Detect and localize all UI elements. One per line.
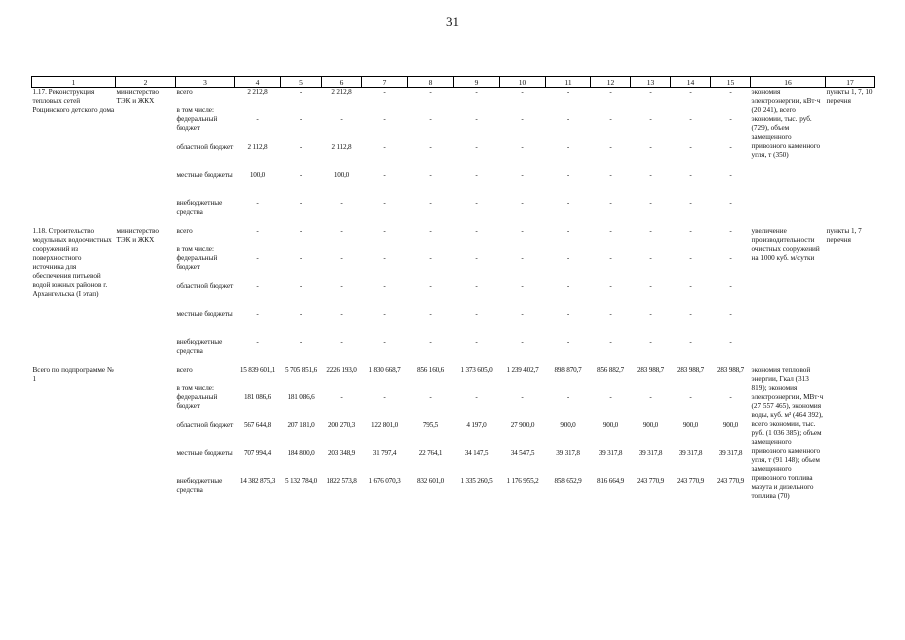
header-row [32,77,875,88]
value-cell: 283 988,7 [677,366,704,374]
value-cell: 1 239 402,7 [506,366,539,374]
value-cell: - [729,338,732,346]
value-cell: - [649,115,652,123]
value-cell: 1 676 070,3 [368,477,401,485]
value-cell: 816 664,9 [597,477,624,485]
value-cell: - [566,88,570,96]
value-cell: - [299,143,303,151]
funding-source: внебюджетные средства [176,199,223,216]
column-header: 10 [500,77,546,88]
table-row [32,227,875,245]
value-cell: - [340,393,343,401]
value-cell [546,384,591,393]
value-cell: - [689,254,692,262]
value-cell: - [475,282,478,290]
column-header: 7 [362,77,408,88]
value-cell: - [649,310,652,318]
value-cell: 181 086,6 [244,393,271,401]
value-cell: - [429,338,432,346]
value-cell: - [521,282,524,290]
value-cell [408,384,454,393]
value-cell: 4 197,0 [466,421,487,429]
value-cell: - [609,143,612,151]
column-header: 16 [751,77,826,88]
table-row [32,88,875,107]
value-cell: 100,0 [249,171,266,179]
value-cell [454,384,500,393]
value-cell: - [256,115,259,123]
value-cell [362,245,408,254]
value-cell: 181 086,6 [287,393,315,401]
value-cell: 2 112,8 [331,143,352,151]
value-cell: - [729,199,732,207]
value-cell [591,384,631,393]
value-cell: 122 801,0 [371,421,398,429]
value-cell: 27 900,0 [510,421,535,429]
funding-source: областной бюджет [176,143,234,151]
value-cell: - [609,338,612,346]
value-cell [281,106,322,115]
value-cell: - [566,115,570,123]
funding-source: всего [176,88,193,96]
value-cell: - [521,254,524,262]
value-cell: 34 147,5 [464,449,489,457]
value-cell: - [383,171,386,179]
value-cell: - [299,254,303,262]
value-cell: - [429,171,432,179]
value-cell: - [521,338,524,346]
value-cell [322,106,362,115]
value-cell [500,106,546,115]
column-header: 5 [281,77,322,88]
value-cell: 2 112,8 [247,143,268,151]
value-cell: - [689,227,692,235]
value-cell: - [383,88,386,96]
value-cell: - [521,171,524,179]
activity-name: Всего по подпрограмме № 1 [32,366,114,383]
value-cell: - [689,393,692,401]
value-cell: - [566,171,570,179]
value-cell: 39 317,8 [678,449,703,457]
value-cell: - [729,310,732,318]
value-cell: - [566,393,570,401]
value-cell: 243 770,9 [637,477,664,485]
value-cell: 203 348,9 [328,449,355,457]
value-cell: 243 770,9 [677,477,704,485]
value-cell: - [649,171,652,179]
funding-source: в том числе: [176,106,214,114]
value-cell: 100,0 [333,171,350,179]
value-cell [546,106,591,115]
value-cell [322,384,362,393]
value-cell: - [299,199,303,207]
points-cell [826,366,875,505]
value-cell: - [649,393,652,401]
value-cell: 898 870,7 [554,366,582,374]
value-cell: - [429,115,432,123]
value-cell: - [299,310,303,318]
funding-source: областной бюджет [176,421,234,429]
value-cell: 900,0 [642,421,659,429]
column-header: 12 [591,77,631,88]
value-cell: - [649,143,652,151]
value-cell: 39 317,8 [638,449,663,457]
value-cell: - [566,282,570,290]
value-cell [711,384,751,393]
value-cell: - [566,254,570,262]
value-cell: - [649,254,652,262]
activity-name: 1.17. Реконструкция тепловых сетей Рощинского детского дома [32,88,115,114]
value-cell: - [475,338,478,346]
value-cell: - [609,227,612,235]
value-cell: 1 830 668,7 [368,366,401,374]
value-cell: - [609,199,612,207]
value-cell: 856 882,7 [597,366,624,374]
value-cell [631,245,671,254]
value-cell: - [609,88,612,96]
value-cell: - [729,88,732,96]
value-cell: - [383,143,386,151]
value-cell: - [475,143,478,151]
value-cell [454,245,500,254]
value-cell: 567 644,8 [244,421,271,429]
value-cell: - [649,199,652,207]
value-cell: - [609,171,612,179]
value-cell [281,384,322,393]
activity-name: 1.18. Строительство модульных водоочистных сооружений из поверхностного источника для обеспечения питьевой водой южных районов г. Архангельска (I этап) [32,227,112,298]
value-cell: 2 212,8 [331,88,352,96]
value-cell: - [649,88,652,96]
value-cell: - [521,393,524,401]
value-cell: - [609,115,612,123]
value-cell: 31 797,4 [372,449,397,457]
value-cell [711,245,751,254]
table-row [32,366,875,384]
value-cell [671,106,711,115]
value-cell: 2226 193,0 [326,366,357,374]
value-cell: 856 160,6 [417,366,444,374]
value-cell: 1 176 955,2 [506,477,539,485]
value-cell: 900,0 [722,421,739,429]
column-header: 8 [408,77,454,88]
value-cell: - [383,338,386,346]
value-cell: 283 988,7 [717,366,744,374]
result-cell: увеличение производительности очистных сооружений на 1000 куб. м/сутки [751,227,820,262]
value-cell: - [340,338,343,346]
funding-source: всего [176,227,193,235]
value-cell: - [429,143,432,151]
value-cell: - [383,254,386,262]
value-cell: - [566,310,570,318]
value-cell: - [566,199,570,207]
value-cell: - [383,227,386,235]
value-cell [362,106,408,115]
value-cell: - [299,282,303,290]
value-cell: - [256,227,259,235]
funding-source: в том числе: [176,384,214,392]
column-header: 9 [454,77,500,88]
program-table [31,76,875,505]
executor-cell: министерство ТЭК и ЖКХ [116,227,159,244]
value-cell: - [383,115,386,123]
value-cell: - [299,88,303,96]
value-cell: - [429,393,432,401]
value-cell: 39 317,8 [598,449,623,457]
value-cell: - [256,282,259,290]
value-cell: 2 212,8 [247,88,268,96]
value-cell: - [299,115,303,123]
value-cell: - [475,393,478,401]
value-cell: - [429,282,432,290]
value-cell: 39 317,8 [556,449,580,457]
value-cell: 15 839 601,1 [239,366,276,374]
value-cell: 1822 573,8 [326,477,357,485]
funding-source: всего [176,366,193,374]
value-cell [408,245,454,254]
value-cell: - [729,115,732,123]
value-cell: - [521,88,524,96]
value-cell: - [689,310,692,318]
value-cell: - [729,143,732,151]
value-cell: - [521,199,524,207]
result-cell: экономия электроэнергии, кВт·ч (20 241), всего экономии, тыс. руб. (729), объем замещенного привозного каменного угля, т (350) [751,88,821,159]
value-cell: 1 373 605,0 [460,366,493,374]
value-cell [671,384,711,393]
value-cell: - [383,310,386,318]
value-cell: - [649,227,652,235]
value-cell: - [429,310,432,318]
value-cell: - [689,88,692,96]
value-cell: - [256,310,259,318]
value-cell: - [340,199,343,207]
value-cell: 900,0 [682,421,699,429]
value-cell: - [256,338,259,346]
value-cell [591,245,631,254]
value-cell [500,384,546,393]
value-cell [362,384,408,393]
funding-source: местные бюджеты [176,310,233,318]
funding-source: местные бюджеты [176,171,233,179]
value-cell: 1 335 260,5 [460,477,493,485]
value-cell: - [521,115,524,123]
value-cell [235,245,281,254]
value-cell: - [649,338,652,346]
result-cell: экономия тепловой энергии, Гкал (313 819); экономия электроэнергии, МВт·ч (27 557 465), экономия воды, куб. м³ (464 392), всего экономии, тыс. руб. (1 036 385); объем замещенного привозного каменного угля, т (91 148); объем замещенного привозного топлива мазута и дизельного топлива (70) [751,366,824,500]
value-cell [454,106,500,115]
value-cell: - [729,171,732,179]
column-header: 1 [32,77,116,88]
column-header: 4 [235,77,281,88]
value-cell: - [429,88,432,96]
value-cell: - [609,254,612,262]
value-cell: 832 601,0 [417,477,444,485]
value-cell [322,245,362,254]
value-cell: - [340,310,343,318]
value-cell: - [475,199,478,207]
value-cell: - [475,310,478,318]
value-cell: - [299,171,303,179]
value-cell: - [566,227,570,235]
funding-source: местные бюджеты [176,449,233,457]
executor-cell [116,366,176,505]
funding-source: федеральный бюджет [176,254,218,271]
value-cell: - [689,338,692,346]
funding-source: областной бюджет [176,282,234,290]
value-cell: - [729,282,732,290]
value-cell: - [429,199,432,207]
value-cell: - [383,393,386,401]
value-cell: 795,5 [422,421,439,429]
funding-source: внебюджетные средства [176,477,223,494]
value-cell [500,245,546,254]
value-cell: - [521,310,524,318]
value-cell: - [340,115,343,123]
value-cell: - [729,227,732,235]
value-cell: 5 132 784,0 [285,477,317,485]
funding-source: внебюджетные средства [176,338,223,355]
value-cell: - [429,227,432,235]
value-cell: - [689,143,692,151]
value-cell: - [566,338,570,346]
value-cell: - [299,227,303,235]
value-cell: - [689,115,692,123]
value-cell [631,384,671,393]
value-cell: 207 181,0 [287,421,315,429]
funding-source: в том числе: [176,245,214,253]
column-header: 15 [711,77,751,88]
value-cell: 858 652,9 [554,477,582,485]
value-cell: - [649,282,652,290]
value-cell: - [340,254,343,262]
value-cell [631,106,671,115]
value-cell: - [383,282,386,290]
value-cell: - [689,282,692,290]
value-cell [408,106,454,115]
value-cell [711,106,751,115]
value-cell [591,106,631,115]
value-cell: - [609,310,612,318]
funding-source: федеральный бюджет [176,393,218,410]
value-cell: - [475,254,478,262]
value-cell: 243 770,9 [717,477,744,485]
points-cell: пункты 1, 7, 10 перечня [826,88,873,105]
value-cell: 707 994,4 [244,449,271,457]
column-header: 3 [176,77,235,88]
value-cell: - [256,254,259,262]
value-cell: - [475,88,478,96]
funding-source: федеральный бюджет [176,115,218,132]
value-cell: - [566,143,570,151]
value-cell: 22 764,1 [418,449,443,457]
value-cell: 5 705 851,6 [285,366,317,374]
value-cell: 39 317,8 [718,449,743,457]
value-cell: - [609,282,612,290]
page-number: 31 [446,14,459,29]
value-cell: 184 800,0 [287,449,315,457]
value-cell [671,245,711,254]
value-cell: - [299,338,303,346]
column-header: 17 [826,77,875,88]
value-cell: 900,0 [602,421,619,429]
value-cell: 14 382 875,3 [239,477,276,485]
value-cell: 34 547,5 [510,449,535,457]
value-cell: - [521,227,524,235]
value-cell: - [340,282,343,290]
column-header: 6 [322,77,362,88]
value-cell [235,384,281,393]
value-cell: - [429,254,432,262]
value-cell: - [475,227,478,235]
value-cell: 200 270,3 [328,421,355,429]
value-cell [281,245,322,254]
value-cell: - [689,199,692,207]
column-header: 13 [631,77,671,88]
points-cell: пункты 1, 7 перечня [826,227,862,244]
column-header: 2 [116,77,176,88]
value-cell: - [689,171,692,179]
value-cell: - [609,393,612,401]
column-header: 14 [671,77,711,88]
value-cell: - [475,115,478,123]
value-cell: 900,0 [560,421,576,429]
column-header: 11 [546,77,591,88]
value-cell: - [729,254,732,262]
value-cell [235,106,281,115]
value-cell: 283 988,7 [637,366,664,374]
value-cell: - [729,393,732,401]
value-cell: - [256,199,259,207]
value-cell: - [475,171,478,179]
executor-cell: министерство ТЭК и ЖКХ [116,88,159,105]
value-cell: - [383,199,386,207]
value-cell [546,245,591,254]
value-cell: - [340,227,343,235]
value-cell: - [521,143,524,151]
